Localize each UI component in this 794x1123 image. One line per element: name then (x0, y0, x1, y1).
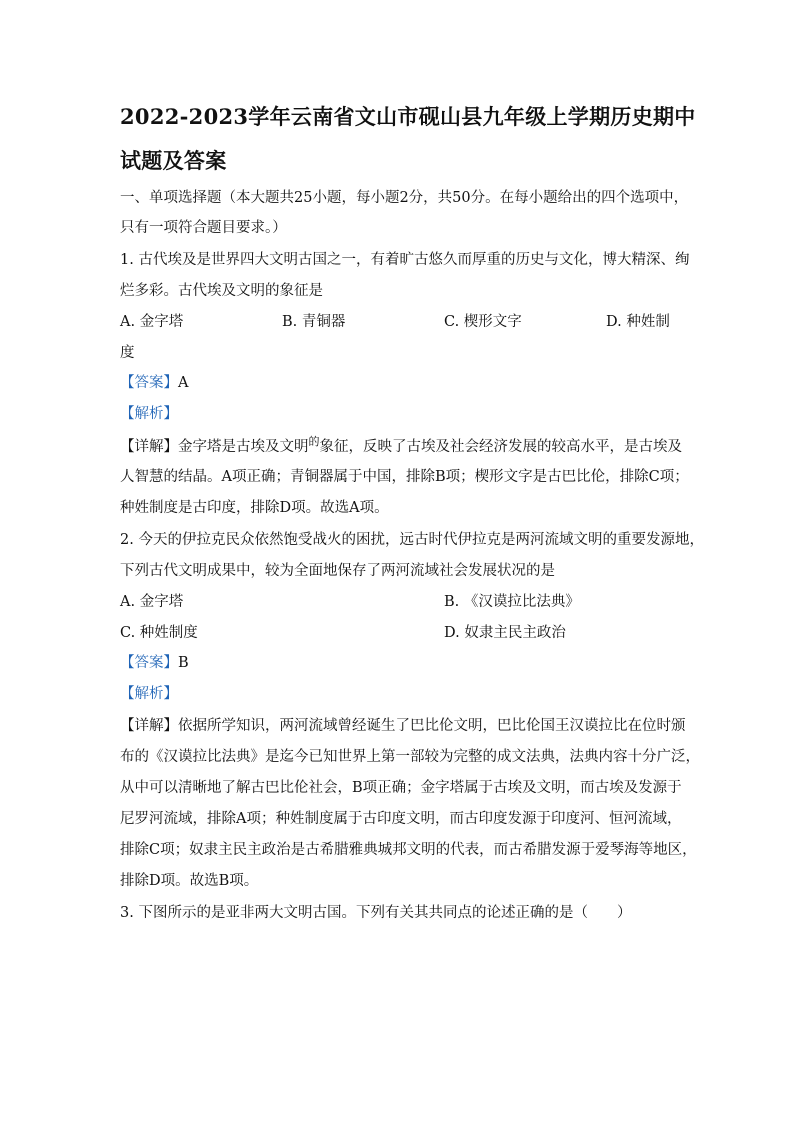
q1-option-c: C. 楔形文字 (444, 314, 522, 330)
q2-stem-line1: 2. 今天的伊拉克民众依然饱受战火的困扰，远古时代伊拉克是两河流域文明的重要发源地， (120, 532, 704, 548)
q2-stem-line2: 下列古代文明成果中，较为全面地保存了两河流域社会发展状况的是 (120, 563, 555, 579)
q1-option-d-wrap: 度 (120, 345, 135, 361)
answer-value: A (178, 375, 189, 391)
q1-detail-text-b: 象征，反映了古埃及社会经济发展的较高水平，是古埃及 (319, 439, 682, 455)
q2-detail-text: 依据所学知识，两河流域曾经诞生了巴比伦文明，巴比伦国王汉谟拉比在位时颁 (178, 718, 686, 734)
detail-label: 【详解】 (120, 718, 178, 734)
q1-answer (120, 373, 188, 393)
q2-detail-line6: 排除D项。故选B项。 (120, 873, 259, 889)
detail-label: 【详解】 (120, 439, 178, 455)
q1-detail-line2: 人智慧的结晶。A项正确；青铜器属于中国，排除B项；楔形文字是古巴比伦，排除C项； (120, 469, 689, 485)
section-instruction-line2: 只有一项符合题目要求。） (120, 220, 287, 236)
q2-analysis-label: 【解析】 (120, 686, 178, 702)
q2-detail-line5: 排除C项；奴隶主民主政治是古希腊雅典城邦文明的代表，而古希腊发源于爱琴海等地区， (120, 842, 697, 858)
q1-detail-superscript: 的 (308, 435, 320, 448)
answer-label: 【答案】 (120, 655, 178, 671)
q2-answer (120, 653, 189, 673)
q1-detail-line1 (120, 437, 682, 458)
q1-stem-line1: 1. 古代埃及是世界四大文明古国之一，有着旷古悠久而厚重的历史与文化，博大精深、绚 (120, 252, 690, 268)
q1-option-d: D. 种姓制 (606, 314, 670, 330)
q2-option-c: C. 种姓制度 (120, 625, 198, 641)
q2-detail-line2: 布的《汉谟拉比法典》是迄今已知世界上第一部较为完整的成文法典，法典内容十分广泛， (120, 749, 700, 765)
q2-option-b: B. 《汉谟拉比法典》 (444, 594, 580, 610)
q2-detail-line1 (120, 716, 686, 736)
document-title-line2: 试题及答案 (120, 148, 227, 173)
q1-stem-line2: 烂多彩。古代埃及文明的象征是 (120, 283, 323, 299)
q1-analysis-label: 【解析】 (120, 406, 178, 422)
answer-value: B (178, 655, 189, 671)
q1-option-b: B. 青铜器 (282, 314, 346, 330)
q2-option-a: A. 金字塔 (120, 594, 184, 610)
document-title-line1: 2022-2023学年云南省文山市砚山县九年级上学期历史期中 (120, 104, 696, 129)
q3-stem-line1: 3. 下图所示的是亚非两大文明古国。下列有关其共同点的论述正确的是（ ） (120, 905, 632, 921)
q1-detail-line3: 种姓制度是古印度，排除D项。故选A项。 (120, 500, 389, 516)
section-instruction-line1: 一、单项选择题（本大题共25小题，每小题2分，共50分。在每小题给出的四个选项中， (120, 190, 689, 206)
q2-option-d: D. 奴隶主民主政治 (444, 625, 566, 641)
q2-detail-line3: 从中可以清晰地了解古巴比伦社会，B项正确；金字塔属于古埃及文明，而古埃及发源于 (120, 780, 682, 796)
q1-detail-text-a: 金字塔是古埃及文明 (178, 439, 309, 455)
q2-detail-line4: 尼罗河流域，排除A项；种姓制度属于古印度文明，而古印度发源于印度河、恒河流域， (120, 811, 682, 827)
q1-option-a: A. 金字塔 (120, 314, 184, 330)
answer-label: 【答案】 (120, 375, 178, 391)
